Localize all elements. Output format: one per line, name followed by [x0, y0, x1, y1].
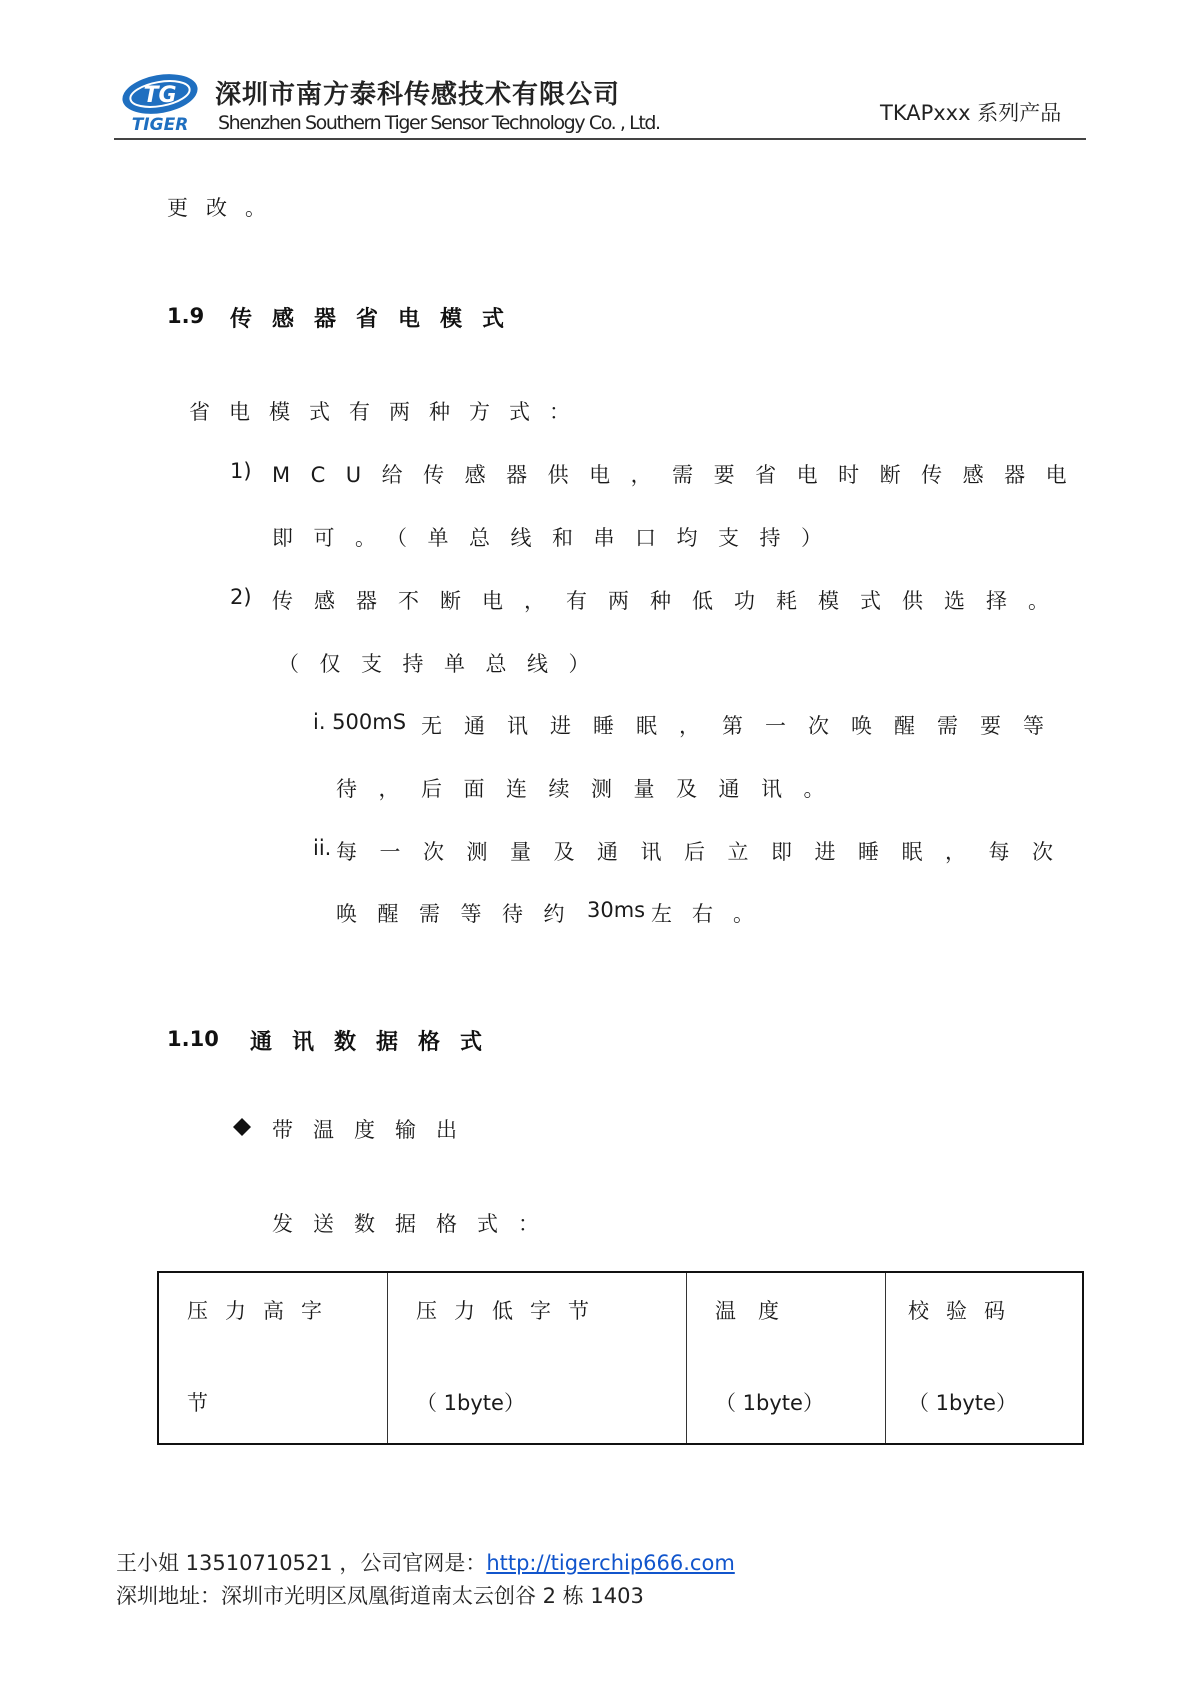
diamond-bullet-icon: [232, 1117, 252, 1137]
sub-item-ii-line2-b: 30ms: [587, 898, 646, 922]
list-marker-2: 2): [230, 585, 252, 609]
header-divider: [114, 138, 1086, 140]
table-cell: [687, 1272, 886, 1444]
sub-item-i-line2: 待，后面连续测量及通讯。: [336, 777, 846, 801]
cell-title: 压力低字节: [416, 1299, 606, 1323]
list-item-2-line2: （仅支持单总线）: [278, 652, 610, 676]
sub-item-ii-line2-a: 唤醒需等待约: [336, 902, 585, 926]
table-cell: [388, 1272, 687, 1444]
sub-item-i-line1: 无通讯进睡眠，第一次唤醒需要等: [421, 714, 1066, 738]
bullet-text: 带温度输出: [272, 1118, 477, 1142]
power-modes-intro: 省电模式有两种方式：: [189, 400, 589, 424]
table-cell: [158, 1272, 388, 1444]
carry-over-text: 更改。: [167, 196, 284, 220]
website-link[interactable]: http://tigerchip666.com: [486, 1551, 735, 1575]
cell-subtitle: （ 1byte）: [908, 1391, 1017, 1415]
footer-address: 深圳地址：深圳市光明区凤凰街道南太云创谷 2 栋 1403: [116, 1584, 644, 1608]
logo-mark-text: TG: [143, 83, 177, 108]
data-format-table: [157, 1271, 1084, 1445]
table-cell: [886, 1272, 1084, 1444]
list-item-1-line2: 即可。（单总线和串口均支持）: [272, 526, 843, 550]
logo-brand-text: TIGER: [131, 115, 189, 134]
section-title: 通讯数据格式: [250, 1030, 503, 1055]
contact-text: 王小姐 13510710521 ，公司官网是：: [116, 1551, 487, 1575]
section-title: 传感器省电模式: [230, 307, 525, 332]
sub-item-i-prefix: i. 500mS: [313, 710, 407, 734]
list-marker-1: 1): [230, 459, 252, 483]
cell-subtitle: （ 1byte）: [416, 1391, 525, 1415]
cell-subtitle: （ 1byte）: [715, 1391, 824, 1415]
company-logo: [118, 70, 202, 134]
sub-item-ii-prefix: ii.: [313, 836, 332, 860]
cell-title: 校验码: [908, 1299, 1022, 1323]
section-number: 1.10: [167, 1027, 219, 1051]
send-format-label: 发送数据格式：: [272, 1212, 559, 1236]
cell-subtitle: 节: [187, 1391, 208, 1415]
footer-contact: [116, 1547, 735, 1577]
list-item-2-line1: 传感器不断电，有两种低功耗模式供选择。: [272, 589, 1070, 613]
cell-title: 温度: [715, 1299, 801, 1323]
product-series: TKAPxxx 系列产品: [880, 101, 1062, 125]
company-name-en: Shenzhen Southern Tiger Sensor Technology Co. , Ltd.: [218, 112, 660, 134]
sub-item-ii-line1: 每一次测量及通讯后立即进睡眠，每次: [336, 840, 1076, 864]
cell-title: 压力高字: [187, 1299, 339, 1323]
section-number: 1.9: [167, 304, 205, 328]
list-item-1-line1: MCU给传感器供电，需要省电时断传感器电: [272, 463, 1088, 487]
sub-item-ii-line2-c: 左右。: [651, 902, 774, 926]
company-name-cn: 深圳市南方泰科传感技术有限公司: [215, 80, 621, 110]
